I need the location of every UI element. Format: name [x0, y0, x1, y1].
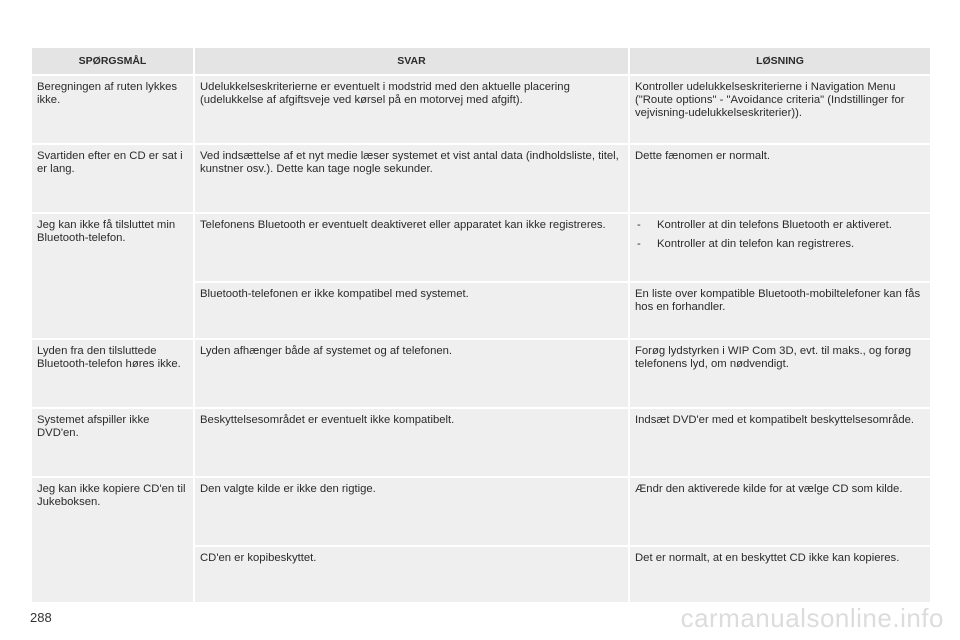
table-row	[31, 408, 931, 477]
answer-cell: Udelukkelseskriterierne er eventuelt i modstrid med den aktuelle placering (udelukkelse af afgiftsveje ved kørsel på en motorvej med afgift).	[194, 75, 629, 144]
solution-cell: Ændr den aktiverede kilde for at vælge CD som kilde.	[629, 477, 931, 546]
page-number: 288	[30, 610, 52, 625]
table-row	[31, 144, 931, 213]
answer-cell: Ved indsættelse af et nyt medie læser systemet et vist antal data (indholdsliste, titel, kunstner osv.). Dette kan tage nogle sekunder.	[194, 144, 629, 213]
faq-table	[30, 46, 932, 604]
header-row	[31, 47, 931, 75]
solution-cell: Forøg lydstyrken i WIP Com 3D, evt. til maks., og forøg telefonens lyd, om nødvendigt.	[629, 339, 931, 408]
solution-cell: Kontroller udelukkelseskriterierne i Navigation Menu ("Route options" - "Avoidance criteria" (Indstillinger for vejvisning-udelukkelseskriterier)).	[629, 75, 931, 144]
header-answer: SVAR	[194, 47, 629, 75]
answer-cell: Lyden afhænger både af systemet og af telefonen.	[194, 339, 629, 408]
answer-cell: Bluetooth-telefonen er ikke kompatibel med systemet.	[194, 282, 629, 339]
solution-cell: Indsæt DVD'er med et kompatibelt beskyttelsesområde.	[629, 408, 931, 477]
solution-cell: En liste over kompatible Bluetooth-mobiltelefoner kan fås hos en forhandler.	[629, 282, 931, 339]
answer-cell: Den valgte kilde er ikke den rigtige.	[194, 477, 629, 546]
question-cell: Svartiden efter en CD er sat i er lang.	[31, 144, 194, 213]
question-cell: Jeg kan ikke få tilsluttet min Bluetooth-telefon.	[31, 213, 194, 339]
answer-cell: Telefonens Bluetooth er eventuelt deaktiveret eller apparatet kan ikke registreres.	[194, 213, 629, 282]
answer-cell: CD'en er kopibeskyttet.	[194, 546, 629, 603]
solution-cell	[629, 213, 931, 282]
answer-cell: Beskyttelsesområdet er eventuelt ikke kompatibelt.	[194, 408, 629, 477]
list-item: - Kontroller at din telefons Bluetooth er aktiveret.	[635, 219, 924, 232]
header-solution: LØSNING	[629, 47, 931, 75]
table-row	[31, 477, 931, 546]
table-row	[31, 339, 931, 408]
question-cell: Lyden fra den tilsluttede Bluetooth-telefon høres ikke.	[31, 339, 194, 408]
list-item: - Kontroller at din telefon kan registreres.	[635, 238, 924, 251]
table-row	[31, 213, 931, 282]
table-row	[31, 75, 931, 144]
question-cell: Jeg kan ikke kopiere CD'en til Jukeboksen.	[31, 477, 194, 603]
question-cell: Beregningen af ruten lykkes ikke.	[31, 75, 194, 144]
solution-cell: Dette fænomen er normalt.	[629, 144, 931, 213]
watermark: carmanualsonline.info	[680, 603, 944, 633]
solution-cell: Det er normalt, at en beskyttet CD ikke kan kopieres.	[629, 546, 931, 603]
solution-list	[635, 219, 924, 251]
question-cell: Systemet afspiller ikke DVD'en.	[31, 408, 194, 477]
header-question: SPØRGSMÅL	[31, 47, 194, 75]
